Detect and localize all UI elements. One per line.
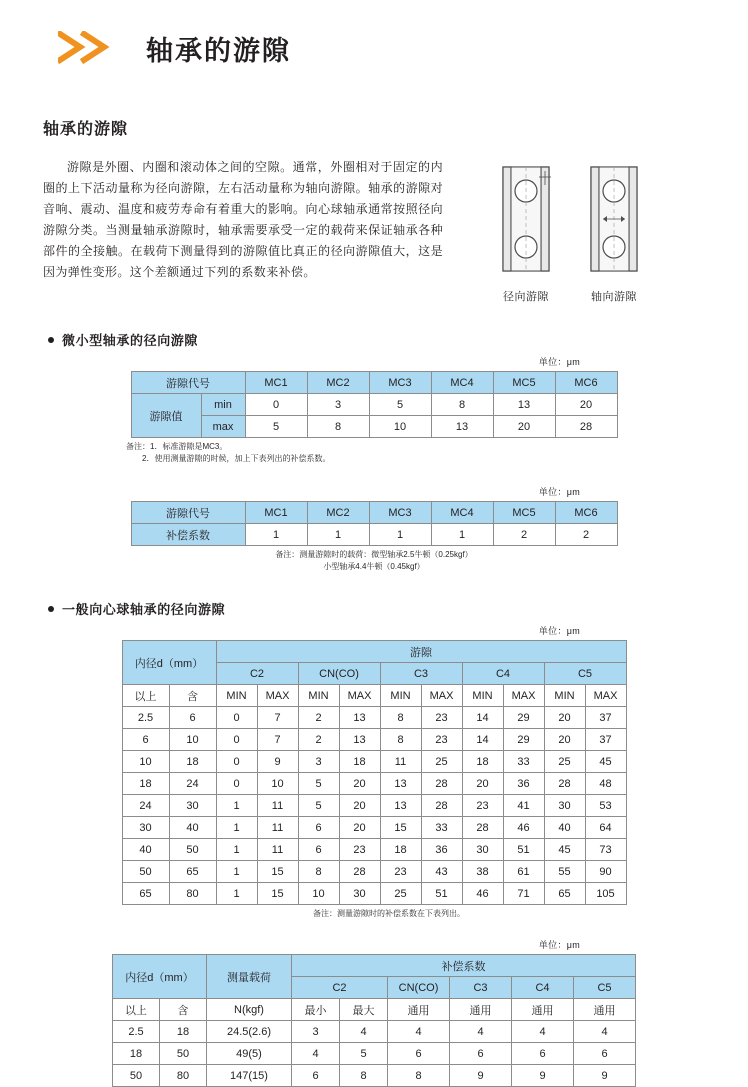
cell: 65 [122,883,169,905]
cell: 0 [216,707,257,729]
cell: 30 [462,839,503,861]
cell: 3 [292,1021,340,1043]
table-row [113,1043,636,1065]
cell: 50 [160,1043,207,1065]
block4-group-2: C3 [450,977,512,999]
cell: 41 [503,795,544,817]
cell: 1 [216,817,257,839]
cell: 90 [585,861,626,883]
cell: 6 [388,1043,450,1065]
block3-group-3: C4 [462,663,544,685]
cell: 0 [245,394,307,416]
cell: 6 [298,839,339,861]
cell: 51 [421,883,462,905]
block4-c2-min: 最小 [292,999,340,1021]
block4-common: 通用 [450,999,512,1021]
block3-group-0: C2 [216,663,298,685]
cell: 4 [574,1021,636,1043]
cell: 64 [585,817,626,839]
block1-note-1: 2．使用测量游隙的时候，加上下表列出的补偿系数。 [142,454,331,463]
cell: 37 [585,707,626,729]
cell: 10 [369,416,431,438]
figure-axial [583,165,645,304]
cell: 6 [298,817,339,839]
block1-code-3: MC4 [431,372,493,394]
cell: 40 [544,817,585,839]
table-row [122,707,626,729]
cell: 29 [503,707,544,729]
cell: 24 [122,795,169,817]
table-row [122,685,626,707]
cell: 11 [257,839,298,861]
cell: 7 [257,729,298,751]
block1-notes [126,441,708,465]
cell: 5 [340,1043,388,1065]
block3-bore-head: 内径d（mm） [122,641,216,685]
measurement-load-factor-table [112,954,636,1087]
cell: 40 [169,817,216,839]
table-row [113,1021,636,1043]
cell: 28 [339,861,380,883]
figure-radial [495,165,557,304]
cell: 8 [340,1065,388,1087]
block3-minmax: MAX [257,685,298,707]
cell: 5 [369,394,431,416]
cell: 2.5 [122,707,169,729]
cell: 13 [380,795,421,817]
block1-code-1: MC2 [307,372,369,394]
cell: 10 [298,883,339,905]
bearing-radial-clearance-diagram [495,165,557,278]
block3-table-wrap [40,640,708,920]
page-title: 轴承的游隙 [146,35,291,66]
cell: 71 [503,883,544,905]
table-row [122,751,626,773]
block4-load-unit: N(kgf) [207,999,292,1021]
block1-code-4: MC5 [493,372,555,394]
block1-row1-label: max [201,416,245,438]
block4-group-3: C4 [512,977,574,999]
table-row [122,839,626,861]
block4-sub-incl: 含 [160,999,207,1021]
table-row [122,883,626,905]
block3-group-2: C3 [380,663,462,685]
cell: 33 [421,817,462,839]
cell: 50 [122,861,169,883]
cell: 8 [431,394,493,416]
cell: 45 [544,839,585,861]
block2-unit: 单位：μm [538,487,580,497]
block3-minmax: MIN [298,685,339,707]
cell: 6 [169,707,216,729]
cell: 25 [421,751,462,773]
cell: 6 [450,1043,512,1065]
micro-clearance-table [131,371,618,438]
block2-code-2: MC3 [369,502,431,524]
cell: 8 [380,729,421,751]
cell: 5 [298,795,339,817]
cell: 9 [512,1065,574,1087]
cell: 23 [380,861,421,883]
block2-code-1: MC2 [307,502,369,524]
block1-row-label: 游隙值 [131,394,201,438]
intro-paragraph: 游隙是外圈、内圈和滚动体之间的空隙。通常，外圈相对于固定的内圈的上下活动量称为径向游隙，左右活动量称为轴向游隙。轴承的游隙对音响、震动、温度和疲劳寿命有着重大的影响。向心球轴承通常按照径向游隙分类。当测量轴承游隙时，轴承需要承受一定的载荷来保证轴承各种部件的全接触。在载荷下测量得到的游隙值比真正的径向游隙值大，这是因为弹性变形。这个差额通过下列的系数来补偿。 [43,160,443,279]
table-row [113,955,636,977]
cell: 28 [555,416,617,438]
block2-row-label: 补偿系数 [131,524,245,546]
cell: 18 [339,751,380,773]
cell: 50 [169,839,216,861]
cell: 18 [113,1043,160,1065]
cell: 38 [462,861,503,883]
block4-group-0: C2 [292,977,388,999]
table-row [122,795,626,817]
block4-load-head: 测量载荷 [207,955,292,999]
cell: 9 [574,1065,636,1087]
cell: 2 [298,707,339,729]
block3-heading [48,599,708,618]
cell: 28 [421,795,462,817]
block2-code-0: MC1 [245,502,307,524]
block1-code-2: MC3 [369,372,431,394]
block4-group-1: CN(CO) [388,977,450,999]
block2-note-1: 小型轴承4.4牛顿（0.45kgf） [323,562,425,571]
cell: 30 [339,883,380,905]
double-chevron-right-icon [58,31,124,65]
table-row [122,817,626,839]
section-title: 轴承的游隙 [43,121,129,138]
cell: 4 [340,1021,388,1043]
cell: 23 [421,729,462,751]
cell: 20 [339,817,380,839]
cell: 14 [462,729,503,751]
block4-common: 通用 [512,999,574,1021]
cell: 20 [462,773,503,795]
cell: 80 [160,1065,207,1087]
block4-unit: 单位：μm [538,940,580,950]
cell: 1 [216,795,257,817]
cell: 9 [450,1065,512,1087]
cell: 24 [169,773,216,795]
cell: 1 [245,524,307,546]
block1-unit: 单位：μm [538,357,580,367]
cell: 2 [298,729,339,751]
cell: 0 [216,729,257,751]
block3-clearance-head: 游隙 [216,641,626,663]
block2-code-4: MC5 [493,502,555,524]
block3-minmax: MIN [380,685,421,707]
cell: 15 [257,861,298,883]
cell: 80 [169,883,216,905]
cell: 0 [216,751,257,773]
cell: 4 [512,1021,574,1043]
table-row [131,394,617,416]
cell: 36 [421,839,462,861]
cell: 4 [292,1043,340,1065]
cell: 25 [380,883,421,905]
cell: 13 [493,394,555,416]
cell: 48 [585,773,626,795]
block4-group-4: C5 [574,977,636,999]
cell: 23 [462,795,503,817]
block3-minmax: MIN [462,685,503,707]
cell: 73 [585,839,626,861]
block2-notes [40,549,708,573]
block3-minmax: MIN [544,685,585,707]
cell: 6 [574,1043,636,1065]
cell: 30 [544,795,585,817]
cell: 13 [339,729,380,751]
block3-minmax: MAX [339,685,380,707]
block4-sub-above: 以上 [113,999,160,1021]
cell: 45 [585,751,626,773]
cell: 23 [339,839,380,861]
cell: 18 [462,751,503,773]
cell: 1 [369,524,431,546]
cell: 6 [122,729,169,751]
cell: 25 [544,751,585,773]
block1-table-wrap [40,371,708,465]
cell: 18 [169,751,216,773]
block4-bore-head: 内径d（mm） [113,955,207,999]
cell: 11 [380,751,421,773]
cell: 105 [585,883,626,905]
cell: 46 [503,817,544,839]
cell: 65 [169,861,216,883]
block3-heading-text: 一般向心球轴承的径向游隙 [62,602,226,617]
bearing-figures [495,157,645,304]
block3-unit: 单位：μm [538,626,580,636]
cell: 18 [380,839,421,861]
block3-minmax: MAX [421,685,462,707]
block4-common: 通用 [574,999,636,1021]
cell: 9 [257,751,298,773]
cell: 37 [585,729,626,751]
cell: 8 [388,1065,450,1087]
cell: 18 [122,773,169,795]
cell: 1 [431,524,493,546]
block3-group-4: C5 [544,663,626,685]
cell: 7 [257,707,298,729]
cell: 20 [339,773,380,795]
cell: 2.5 [113,1021,160,1043]
block4-c2-max: 最大 [340,999,388,1021]
cell: 28 [421,773,462,795]
table-row [122,861,626,883]
cell: 40 [122,839,169,861]
block3-sub-incl: 含 [169,685,216,707]
block3-minmax: MIN [216,685,257,707]
block4-table-wrap [40,954,708,1087]
cell: 4 [450,1021,512,1043]
cell: 10 [169,729,216,751]
cell: 6 [292,1065,340,1087]
bullet-dot-icon [48,337,54,343]
cell: 20 [555,394,617,416]
cell: 1 [216,839,257,861]
cell: 23 [421,707,462,729]
cell: 8 [307,416,369,438]
table-row [122,773,626,795]
cell: 5 [245,416,307,438]
intro-section [40,157,708,304]
cell: 15 [257,883,298,905]
cell: 30 [122,817,169,839]
cell: 28 [462,817,503,839]
block3-sub-above: 以上 [122,685,169,707]
table-row [122,641,626,663]
cell: 8 [298,861,339,883]
bullet-dot-icon [48,606,54,612]
cell: 28 [544,773,585,795]
cell: 18 [160,1021,207,1043]
general-radial-clearance-table [122,640,627,905]
cell: 6 [512,1043,574,1065]
cell: 13 [431,416,493,438]
block1-row0-label: min [201,394,245,416]
cell: 20 [544,729,585,751]
block3-note: 备注：测量游隙时的补偿系数在下表列出。 [313,909,465,918]
block1-code-label: 游隙代号 [131,372,245,394]
table-row [131,416,617,438]
cell: 1 [307,524,369,546]
block2-code-3: MC4 [431,502,493,524]
table-row [113,999,636,1021]
cell: 8 [380,707,421,729]
cell: 10 [257,773,298,795]
block2-note-0: 备注：测量游隙时的载荷：微型轴承2.5牛顿（0.25kgf） [275,550,473,559]
cell: 20 [544,707,585,729]
cell: 3 [298,751,339,773]
table-row [113,1065,636,1087]
block4-common: 通用 [388,999,450,1021]
cell: 43 [421,861,462,883]
block1-code-5: MC6 [555,372,617,394]
cell: 55 [544,861,585,883]
table-row [131,524,617,546]
block1-note-0: 备注：1．标准游隙是MC3。 [126,442,228,451]
cell: 11 [257,817,298,839]
cell: 13 [380,773,421,795]
cell: 14 [462,707,503,729]
cell: 13 [339,707,380,729]
figure-radial-caption: 径向游隙 [503,291,549,303]
table-row [131,372,617,394]
cell: 50 [113,1065,160,1087]
cell: 49(5) [207,1043,292,1065]
cell: 20 [339,795,380,817]
block1-heading-text: 微小型轴承的径向游隙 [62,333,199,348]
cell: 10 [122,751,169,773]
cell: 1 [216,861,257,883]
cell: 29 [503,729,544,751]
page-header [40,0,708,78]
cell: 36 [503,773,544,795]
cell: 30 [169,795,216,817]
cell: 2 [493,524,555,546]
cell: 15 [380,817,421,839]
cell: 24.5(2.6) [207,1021,292,1043]
block3-minmax: MAX [585,685,626,707]
cell: 53 [585,795,626,817]
cell: 20 [493,416,555,438]
cell: 4 [388,1021,450,1043]
block2-code-label: 游隙代号 [131,502,245,524]
bearing-axial-clearance-diagram [583,165,645,278]
cell: 1 [216,883,257,905]
cell: 5 [298,773,339,795]
cell: 11 [257,795,298,817]
cell: 46 [462,883,503,905]
cell: 2 [555,524,617,546]
cell: 33 [503,751,544,773]
cell: 147(15) [207,1065,292,1087]
block3-minmax: MAX [503,685,544,707]
cell: 0 [216,773,257,795]
table-row [131,502,617,524]
cell: 3 [307,394,369,416]
cell: 65 [544,883,585,905]
block2-code-5: MC6 [555,502,617,524]
block4-factor-head: 补偿系数 [292,955,636,977]
compensation-factor-table [131,501,618,546]
table-row [122,729,626,751]
cell: 61 [503,861,544,883]
cell: 51 [503,839,544,861]
figure-axial-caption: 轴向游隙 [591,291,637,303]
block1-heading [48,330,708,349]
block2-table-wrap [40,501,708,573]
block3-group-1: CN(CO) [298,663,380,685]
block1-code-0: MC1 [245,372,307,394]
